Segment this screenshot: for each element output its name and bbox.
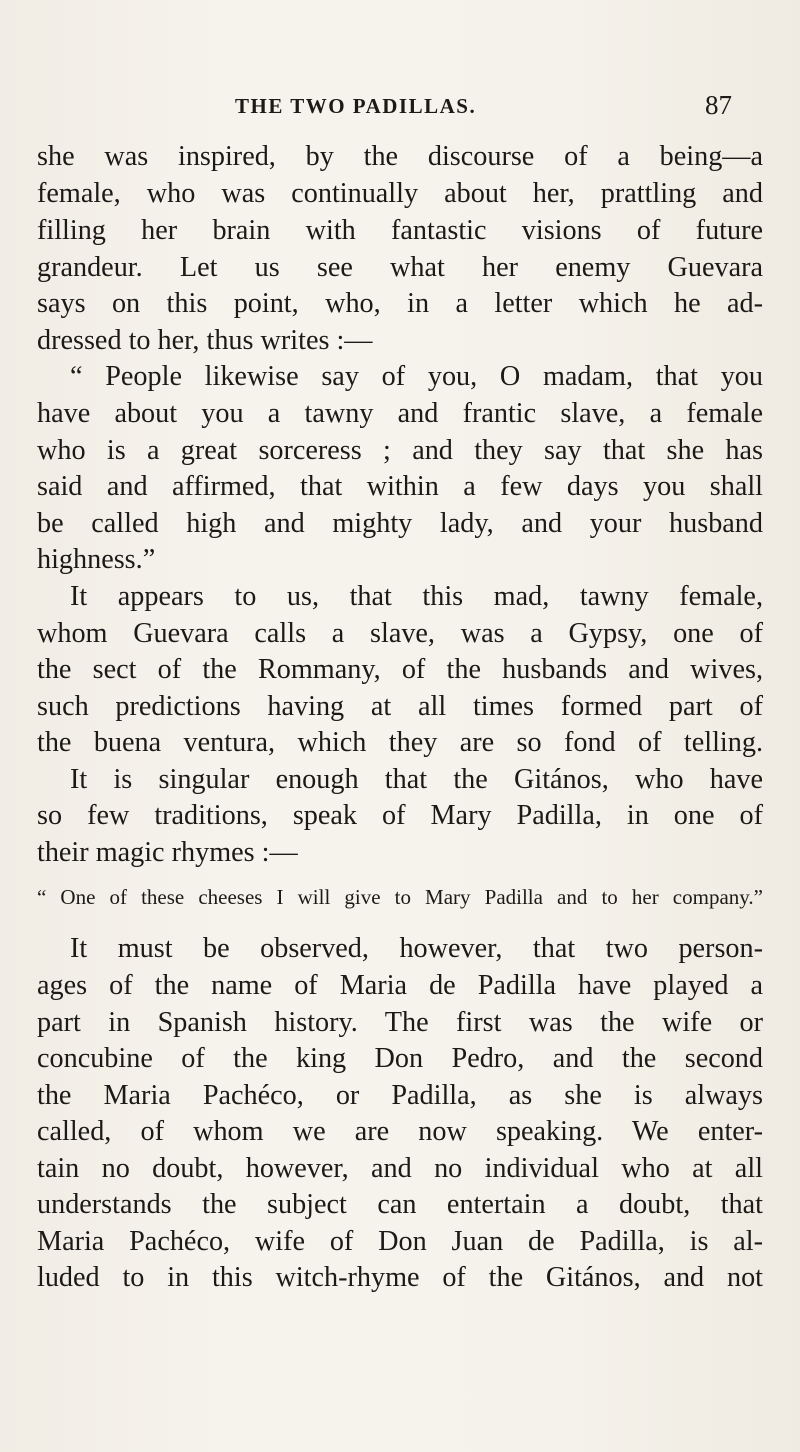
text-line: the Maria Pachéco, or Padilla, as she is always xyxy=(37,1080,763,1111)
text-line: understands the subject can entertain a doubt, that xyxy=(37,1189,763,1220)
text-line: whom Guevara calls a slave, was a Gypsy, one of xyxy=(37,618,763,649)
quote-line: be called high and mighty lady, and your husband xyxy=(37,508,763,539)
text-line: It appears to us, that this mad, tawny female, xyxy=(70,581,763,612)
text-line: grandeur. Let us see what her enemy Guevara xyxy=(37,252,763,283)
text-line: their magic rhymes :— xyxy=(37,837,298,868)
text-line: says on this point, who, in a letter which he ad- xyxy=(37,288,763,319)
text-line: she was inspired, by the discourse of a being—a xyxy=(37,141,763,172)
text-line: ages of the name of Maria de Padilla have played a xyxy=(37,970,763,1001)
quote-line: highness.” xyxy=(37,544,156,575)
text-line: It is singular enough that the Gitános, who have xyxy=(70,764,763,795)
verse-quotation: “ One of these cheeses I will give to Mary Padilla and to her company.” xyxy=(37,885,763,909)
text-line: the sect of the Rommany, of the husbands and wives, xyxy=(37,654,763,685)
quote-line: who is a great sorceress ; and they say that she has xyxy=(37,435,763,466)
text-line: concubine of the king Don Pedro, and the second xyxy=(37,1043,763,1074)
quote-line: “ People likewise say of you, O madam, that you xyxy=(70,361,763,392)
text-line: female, who was continually about her, prattling and xyxy=(37,178,763,209)
page-header xyxy=(0,90,800,134)
text-line: tain no doubt, however, and no individual who at all xyxy=(37,1153,763,1184)
text-line: dressed to her, thus writes :— xyxy=(37,325,373,356)
text-line: so few traditions, speak of Mary Padilla, in one of xyxy=(37,800,763,831)
text-line: the buena ventura, which they are so fond of telling. xyxy=(37,727,763,758)
text-line: such predictions having at all times formed part of xyxy=(37,691,763,722)
text-line: filling her brain with fantastic visions of future xyxy=(37,215,763,246)
text-line: Maria Pachéco, wife of Don Juan de Padilla, is al- xyxy=(37,1226,763,1257)
text-line: It must be observed, however, that two person- xyxy=(70,933,763,964)
page-number: 87 xyxy=(705,90,732,120)
text-line: luded to in this witch-rhyme of the Gitános, and not xyxy=(37,1262,763,1293)
quote-line: have about you a tawny and frantic slave, a female xyxy=(37,398,763,429)
text-line: part in Spanish history. The first was the wife or xyxy=(37,1007,763,1038)
quote-line: said and affirmed, that within a few days you shall xyxy=(37,471,763,502)
text-line: called, of whom we are now speaking. We enter- xyxy=(37,1116,763,1147)
running-title: THE TWO PADILLAS. xyxy=(235,94,477,118)
